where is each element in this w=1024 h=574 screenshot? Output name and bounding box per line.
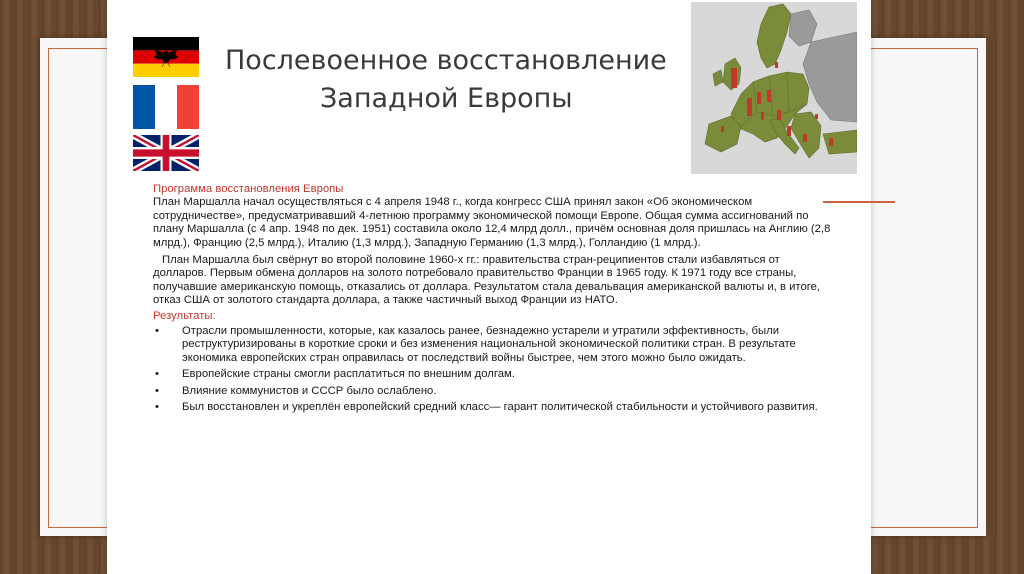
bullet-icon: • <box>155 384 159 397</box>
list-item <box>153 325 833 365</box>
list-item-text: Был восстановлен и укреплён европейский средний класс— гарант политической стабильности и устойчивого развития. <box>182 401 818 414</box>
france-flag-icon <box>133 85 199 129</box>
germany-flag-icon <box>133 37 199 77</box>
list-item <box>153 385 833 398</box>
bullet-icon: • <box>155 401 159 414</box>
slide-body <box>153 183 833 418</box>
europe-map-image <box>691 2 857 174</box>
slide-title-line-2: Западной Европы <box>320 83 573 114</box>
paragraph-marshall-plan: План Маршалла начал осуществляться с 4 апреля 1948 г., когда конгресс США принял закон «Об экономическом сотрудничестве», предусматривавший 4-летнюю программу экономической помощи Европе. Общая сумма ассигнований по плану Маршалла (с 4 апр. 1948 по дек. 1951) составила около 12,4 млрд долл., причём основная доля пришлась на Англию (2,8 млрд.), Францию (2,5 млрд.), Италию (1,3 млрд.), Западную Германию (1,3 млрд.), Голландию (1 млрд.). <box>153 196 831 249</box>
list-item <box>153 401 833 414</box>
results-list <box>153 325 833 414</box>
list-item-text: Отрасли промышленности, которые, как казалось ранее, безнадежно устарели и утратили эффективность, были реструктуризированы в короткие сроки и без изменения национальной экономической политики стран. В результате экономика европейских стран оправилась от последствий войны быстрее, чем этого можно было ожидать. <box>182 325 796 364</box>
results-heading: Результаты: <box>153 309 216 322</box>
uk-flag-icon <box>133 135 199 171</box>
bullet-icon: • <box>155 325 159 338</box>
slide-title <box>225 42 675 118</box>
list-item <box>153 368 833 381</box>
list-item-text: Европейские страны смогли расплатиться по внешним долгам. <box>182 368 515 381</box>
bullet-icon: • <box>155 368 159 381</box>
decorative-line-right <box>823 201 895 203</box>
list-item-text: Влияние коммунистов и СССР было ослаблено. <box>182 384 437 397</box>
slide-title-line-1: Послевоенное восстановление <box>225 45 667 76</box>
section-heading: Программа восстановления Европы <box>153 183 344 195</box>
paragraph-plan-end: План Маршалла был свёрнут во второй половине 1960-х гг.: правительства стран-реципиентов стали избавляться от долларов. Первым обмена долларов на золото потребовало правительство Франции в 1965 году. К 1971 году все страны, получавшие американскую помощь, отказались от доллара. Результатом стала девальвация американской валюты и, в итоге, отказ США от золотого стандарта доллара, а также частичный выход Франции из НАТО. <box>153 254 821 307</box>
presentation-slide <box>107 0 871 574</box>
